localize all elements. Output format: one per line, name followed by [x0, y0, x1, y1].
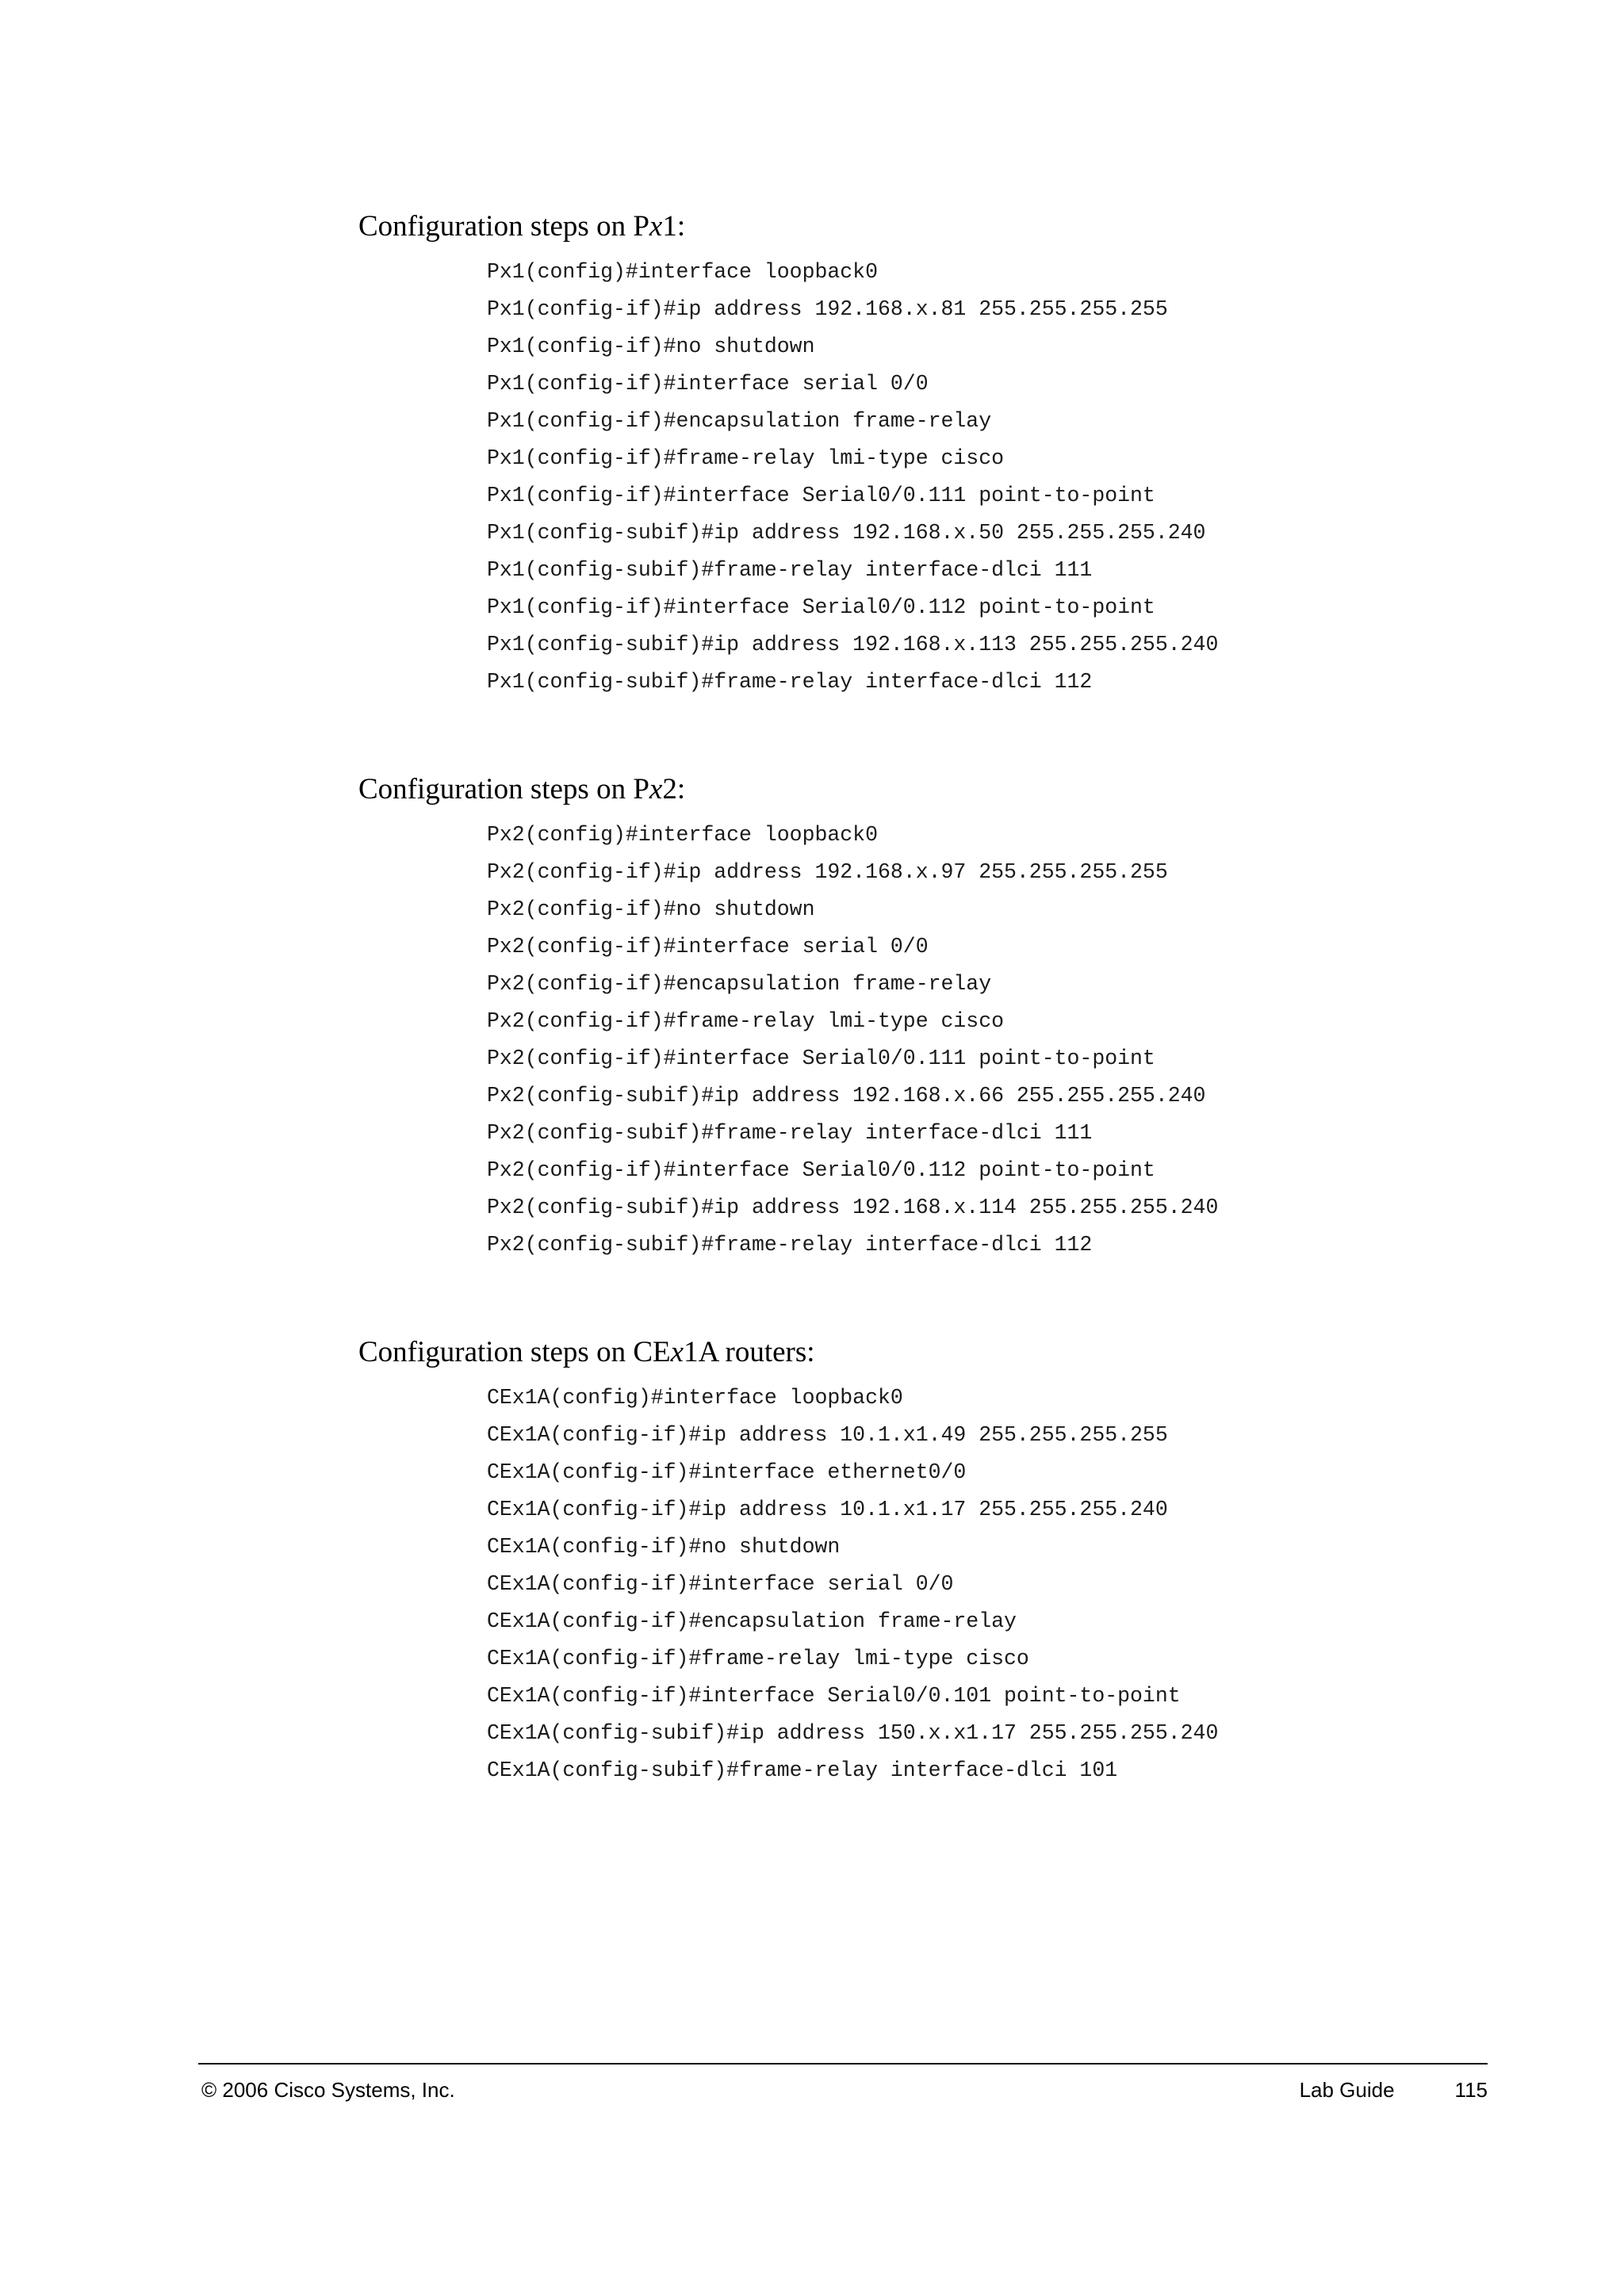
config-code-block [487, 817, 1218, 1264]
config-code-block [487, 254, 1218, 701]
footer-divider [198, 2063, 1488, 2064]
config-line: Px2(config-subif)#ip address 192.168.x.66 255.255.255.240 [487, 1084, 1206, 1108]
config-line: Px2(config-if)#interface Serial0/0.111 point-to-point [487, 1047, 1155, 1070]
section-heading: Configuration steps on Px2: [358, 773, 686, 806]
config-line: CEx1A(config-if)#interface Serial0/0.101 point-to-point [487, 1684, 1181, 1708]
config-line: Px2(config-if)#interface Serial0/0.112 point-to-point [487, 1158, 1155, 1182]
page-number: 115 [1454, 2078, 1488, 2102]
config-code-block [487, 1380, 1218, 1789]
config-line: Px2(config-if)#no shutdown [487, 897, 815, 921]
section-px1 [358, 209, 1218, 701]
config-line: CEx1A(config-if)#interface serial 0/0 [487, 1572, 954, 1596]
config-line: Px2(config-subif)#frame-relay interface-dlci 112 [487, 1233, 1093, 1257]
config-line: CEx1A(config-if)#ip address 10.1.x1.49 255.255.255.255 [487, 1423, 1168, 1447]
page-footer [198, 2074, 1488, 2106]
section-heading: Configuration steps on CEx1A routers: [358, 1336, 815, 1368]
footer-copyright: © 2006 Cisco Systems, Inc. [201, 2078, 455, 2102]
config-line: CEx1A(config)#interface loopback0 [487, 1386, 903, 1410]
config-line: CEx1A(config-subif)#ip address 150.x.x1.17 255.255.255.240 [487, 1721, 1219, 1745]
config-line: Px1(config-if)#frame-relay lmi-type cisco [487, 446, 1005, 470]
section-heading: Configuration steps on Px1: [358, 210, 686, 243]
section-cex1a [358, 1335, 1218, 1789]
config-line: Px1(config-subif)#frame-relay interface-dlci 111 [487, 558, 1093, 582]
config-line: Px1(config-subif)#frame-relay interface-dlci 112 [487, 670, 1093, 694]
config-line: Px1(config)#interface loopback0 [487, 260, 878, 284]
config-line: Px2(config)#interface loopback0 [487, 823, 878, 847]
section-px2 [358, 772, 1218, 1264]
config-line: Px1(config-subif)#ip address 192.168.x.50 255.255.255.240 [487, 521, 1206, 545]
config-line: CEx1A(config-if)#no shutdown [487, 1535, 841, 1559]
config-line: CEx1A(config-if)#frame-relay lmi-type cisco [487, 1647, 1029, 1670]
config-line: Px2(config-if)#frame-relay lmi-type cisco [487, 1009, 1005, 1033]
config-line: Px1(config-if)#interface Serial0/0.111 point-to-point [487, 484, 1155, 507]
config-line: Px2(config-if)#ip address 192.168.x.97 255.255.255.255 [487, 860, 1168, 884]
config-line: Px2(config-if)#interface serial 0/0 [487, 935, 929, 959]
config-line: Px1(config-if)#no shutdown [487, 335, 815, 358]
config-line: Px2(config-subif)#ip address 192.168.x.114 255.255.255.240 [487, 1196, 1219, 1219]
config-line: Px2(config-if)#encapsulation frame-relay [487, 972, 992, 996]
config-line: CEx1A(config-if)#interface ethernet0/0 [487, 1460, 967, 1484]
config-line: Px1(config-if)#interface Serial0/0.112 point-to-point [487, 595, 1155, 619]
footer-doc-title: Lab Guide [1299, 2078, 1395, 2102]
config-line: Px1(config-if)#interface serial 0/0 [487, 372, 929, 396]
config-line: Px1(config-if)#encapsulation frame-relay [487, 409, 992, 433]
config-line: Px1(config-subif)#ip address 192.168.x.113 255.255.255.240 [487, 633, 1219, 656]
config-line: Px1(config-if)#ip address 192.168.x.81 255.255.255.255 [487, 297, 1168, 321]
config-line: Px2(config-subif)#frame-relay interface-dlci 111 [487, 1121, 1093, 1145]
config-line: CEx1A(config-subif)#frame-relay interface-dlci 101 [487, 1758, 1118, 1782]
config-line: CEx1A(config-if)#encapsulation frame-relay [487, 1609, 1017, 1633]
footer-right [1300, 2074, 1488, 2106]
config-line: CEx1A(config-if)#ip address 10.1.x1.17 255.255.255.240 [487, 1498, 1168, 1521]
